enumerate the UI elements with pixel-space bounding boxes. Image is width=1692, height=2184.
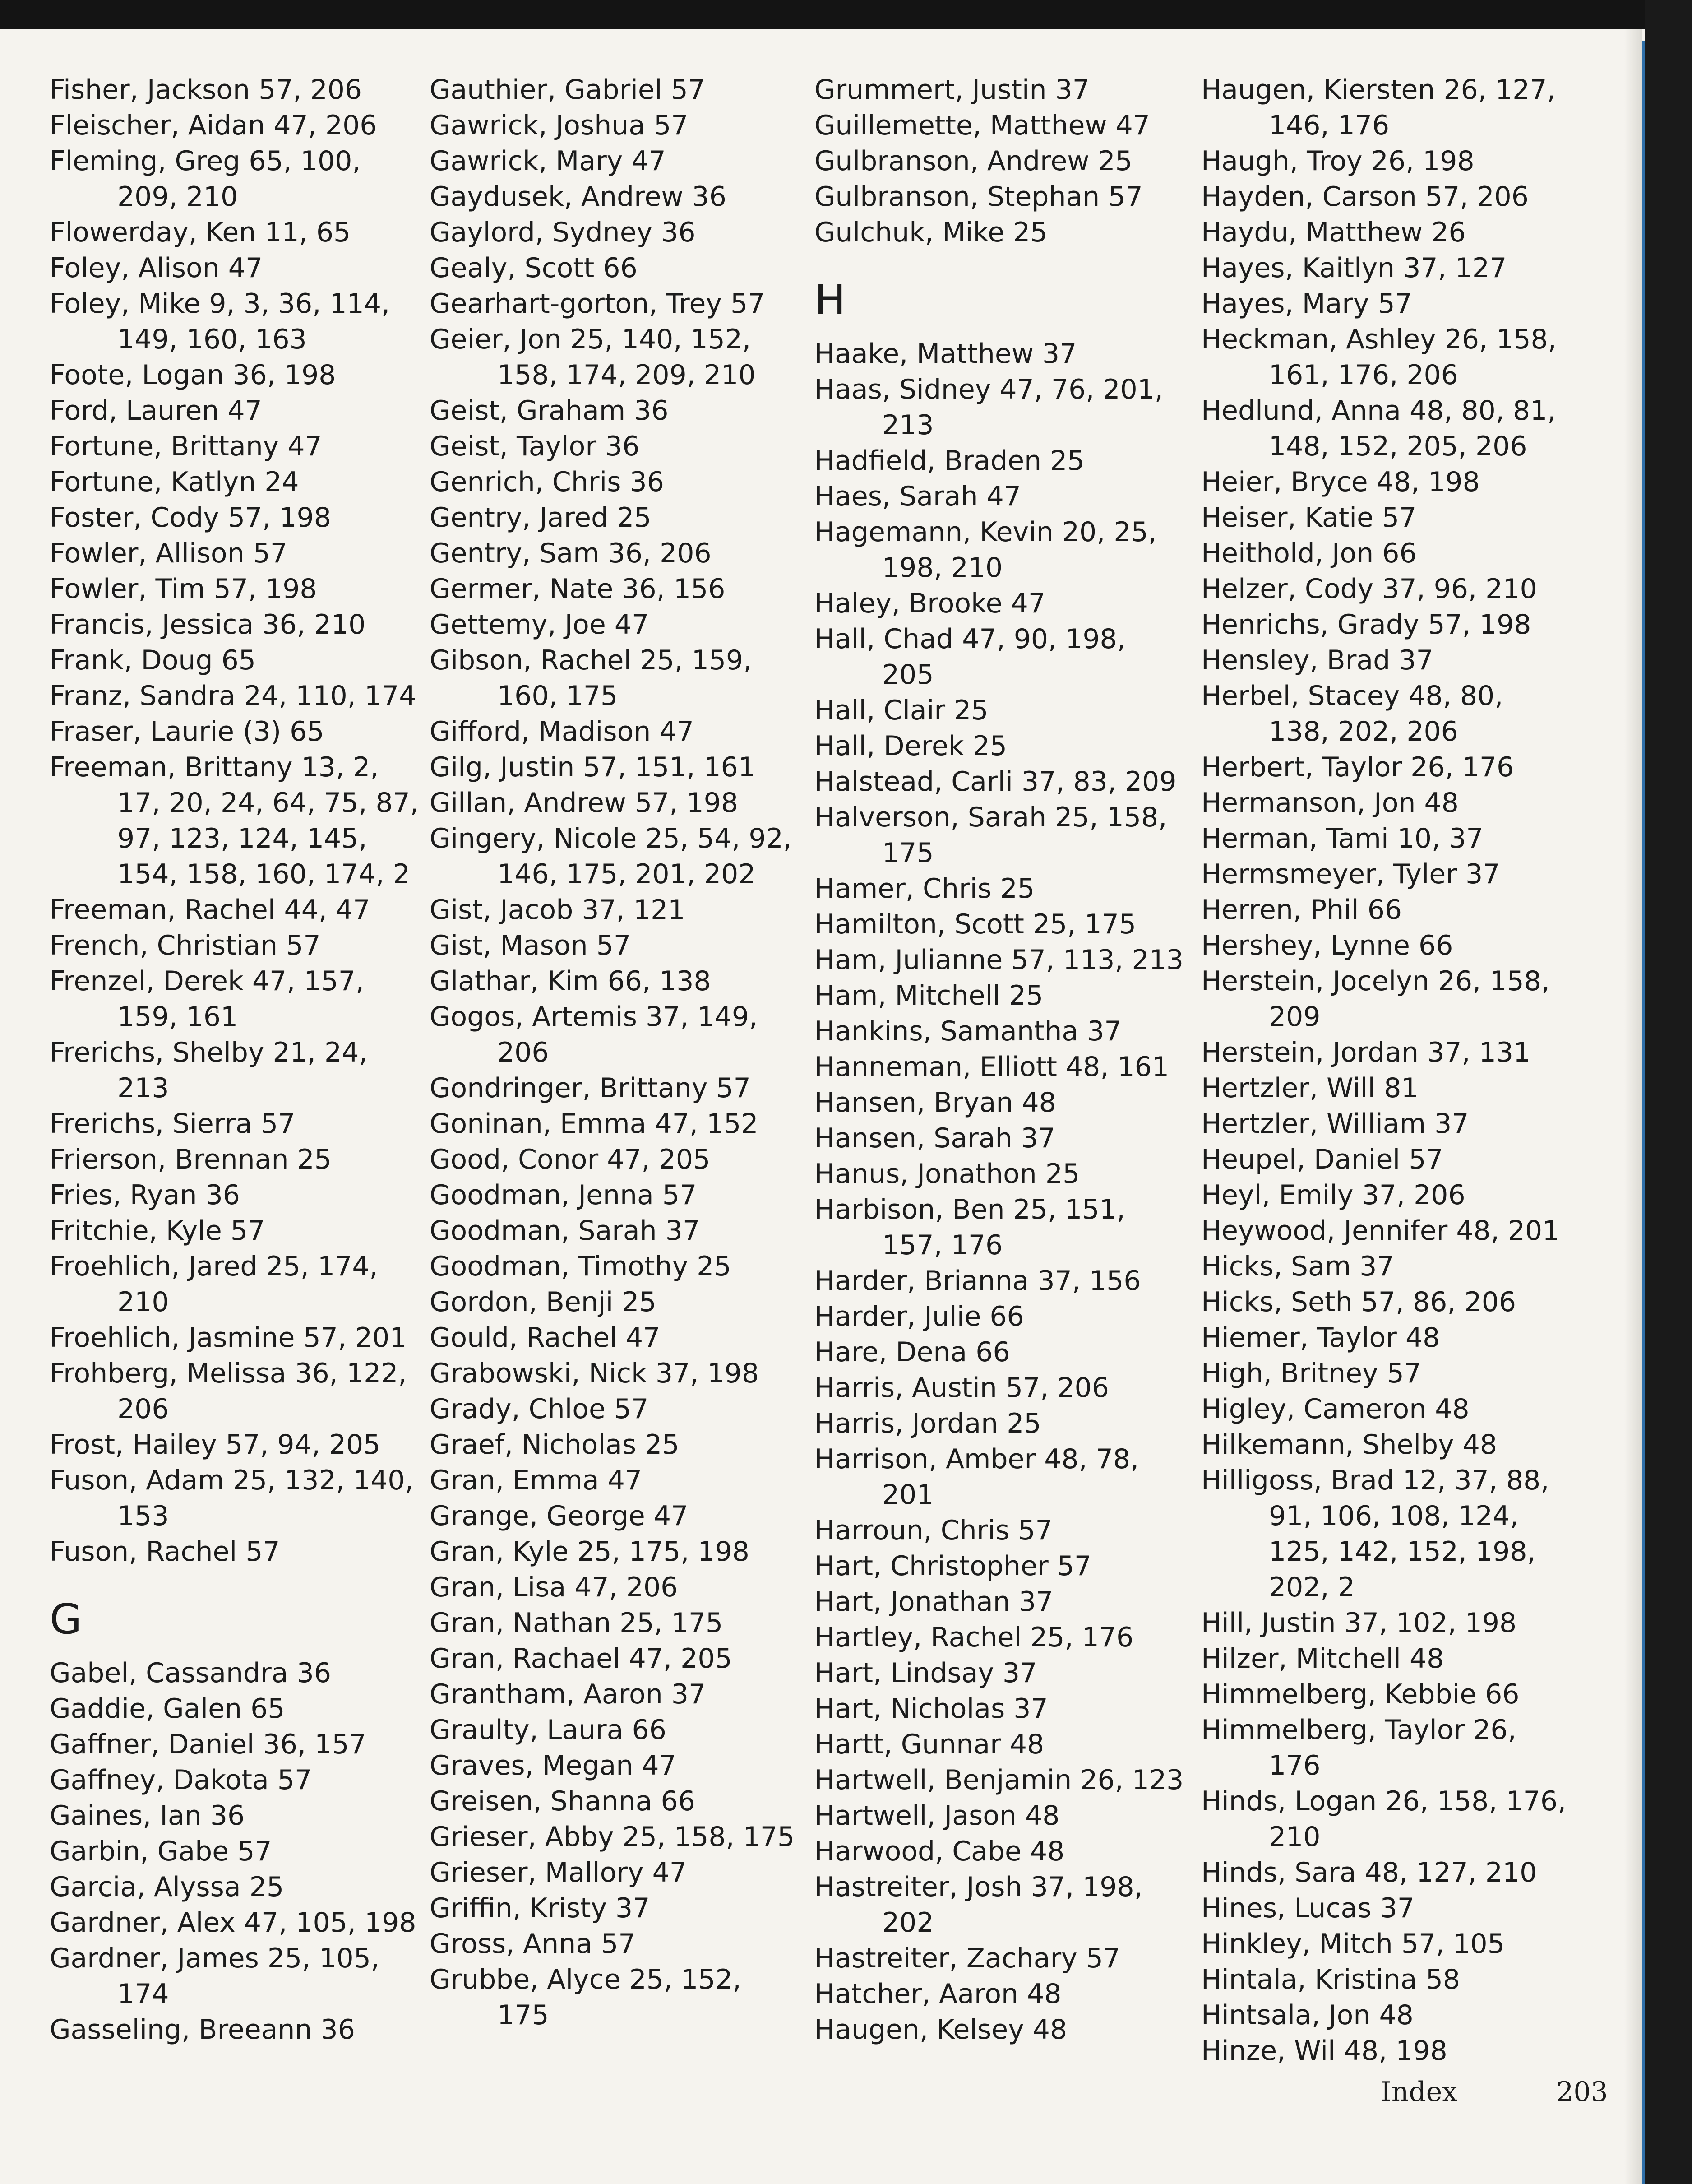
index-entry: Ham, Mitchell 25 — [814, 980, 1044, 1011]
index-entry: Haugen, Kiersten 26, 127, 146, 176 — [1201, 74, 1556, 141]
index-entry: Hart, Jonathan 37 — [814, 1586, 1054, 1618]
index-entry: Hicks, Seth 57, 86, 206 — [1201, 1286, 1516, 1318]
index-entry: Heiser, Katie 57 — [1201, 502, 1417, 533]
index-entry: Gran, Rachael 47, 205 — [430, 1643, 732, 1674]
index-entry: Harwood, Cabe 48 — [814, 1836, 1065, 1867]
index-entry: Harder, Julie 66 — [814, 1301, 1024, 1332]
index-entry: Hedlund, Anna 48, 80, 81, 148, 152, 205, 206 — [1201, 395, 1556, 462]
index-entry: Gogos, Artemis 37, 149, 206 — [430, 1001, 758, 1068]
index-entry: Garbin, Gabe 57 — [50, 1836, 272, 1867]
index-entry: Gentry, Jared 25 — [430, 502, 652, 533]
index-entry: Hertzler, William 37 — [1201, 1108, 1469, 1140]
index-entry: Hayes, Kaitlyn 37, 127 — [1201, 252, 1507, 284]
index-entry: Hall, Chad 47, 90, 198, 205 — [814, 623, 1126, 691]
index-entry: Haydu, Matthew 26 — [1201, 217, 1466, 248]
index-entry: Harrison, Amber 48, 78, 201 — [814, 1443, 1139, 1511]
index-entry: Frierson, Brennan 25 — [50, 1144, 332, 1175]
index-entry: Haes, Sarah 47 — [814, 481, 1021, 512]
index-entry: Gauthier, Gabriel 57 — [430, 74, 705, 106]
index-entry: Greisen, Shanna 66 — [430, 1785, 695, 1817]
index-entry: Heithold, Jon 66 — [1201, 538, 1417, 569]
index-entry: Hankins, Samantha 37 — [814, 1015, 1122, 1047]
index-entry: Fuson, Adam 25, 132, 140, 153 — [50, 1465, 414, 1532]
index-entry: Foley, Alison 47 — [50, 252, 263, 284]
index-entry: Hintsala, Jon 48 — [1201, 1999, 1414, 2031]
index-entry: Heyl, Emily 37, 206 — [1201, 1179, 1465, 1211]
index-entry: Haake, Matthew 37 — [814, 338, 1077, 370]
index-entry: Goodman, Jenna 57 — [430, 1179, 697, 1211]
index-entry: Gawrick, Mary 47 — [430, 145, 666, 177]
index-entry: Hadfield, Braden 25 — [814, 445, 1085, 477]
index-entry: Foster, Cody 57, 198 — [50, 502, 331, 533]
index-entry: Gettemy, Joe 47 — [430, 609, 649, 640]
index-entry: Gingery, Nicole 25, 54, 92, 146, 175, 201, 202 — [430, 823, 792, 890]
index-entry: Gran, Lisa 47, 206 — [430, 1572, 678, 1603]
index-entry: Hagemann, Kevin 20, 25, 198, 210 — [814, 516, 1157, 584]
index-entry: Hastreiter, Josh 37, 198, 202 — [814, 1871, 1143, 1938]
index-entry: Hines, Lucas 37 — [1201, 1892, 1415, 1924]
index-entry: Grummert, Justin 37 — [814, 74, 1090, 106]
index-entry: Gaines, Ian 36 — [50, 1800, 245, 1832]
index-entry: Fowler, Tim 57, 198 — [50, 573, 317, 605]
index-entry: Grantham, Aaron 37 — [430, 1679, 706, 1710]
index-entry: Hintala, Kristina 58 — [1201, 1964, 1461, 1995]
index-entry: Hartwell, Jason 48 — [814, 1800, 1060, 1832]
index-entry: Hanneman, Elliott 48, 161 — [814, 1051, 1170, 1083]
index-entry: Gealy, Scott 66 — [430, 252, 638, 284]
index-entry: Fortune, Brittany 47 — [50, 431, 322, 462]
index-entry: Hermsmeyer, Tyler 37 — [1201, 858, 1500, 890]
index-entry: Hatcher, Aaron 48 — [814, 1978, 1062, 2010]
index-entry: Hilzer, Mitchell 48 — [1201, 1643, 1444, 1674]
index-entry: Griffin, Kristy 37 — [430, 1892, 650, 1924]
index-entry: Heupel, Daniel 57 — [1201, 1144, 1443, 1175]
index-entry: Herren, Phil 66 — [1201, 894, 1402, 926]
index-entry: Hilligoss, Brad 12, 37, 88, 91, 106, 108, 124, 125, 142, 152, 198, 202, 2 — [1201, 1465, 1549, 1603]
index-entry: Gabel, Cassandra 36 — [50, 1657, 331, 1689]
index-entry: Frenzel, Derek 47, 157, 159, 161 — [50, 965, 364, 1033]
index-entry: Herbel, Stacey 48, 80, 138, 202, 206 — [1201, 680, 1503, 747]
index-entry: Hare, Dena 66 — [814, 1336, 1010, 1368]
index-entry: Hansen, Sarah 37 — [814, 1122, 1055, 1154]
index-entry: Harris, Jordan 25 — [814, 1408, 1041, 1439]
index-entry: Hamer, Chris 25 — [814, 873, 1035, 904]
index-entry: Glathar, Kim 66, 138 — [430, 965, 711, 997]
index-entry: Geist, Graham 36 — [430, 395, 669, 427]
index-entry: Gilg, Justin 57, 151, 161 — [430, 751, 756, 783]
index-entry: Graulty, Laura 66 — [430, 1714, 666, 1746]
index-entry: Hershey, Lynne 66 — [1201, 930, 1453, 961]
index-entry: Hertzler, Will 81 — [1201, 1072, 1419, 1104]
index-entry: Grabowski, Nick 37, 198 — [430, 1358, 759, 1389]
index-entry: Fleischer, Aidan 47, 206 — [50, 110, 377, 141]
index-entry: Harbison, Ben 25, 151, 157, 176 — [814, 1194, 1125, 1261]
index-entry: Haugen, Kelsey 48 — [814, 2014, 1068, 2045]
index-entry: Hartley, Rachel 25, 176 — [814, 1622, 1134, 1653]
index-entry: Herstein, Jordan 37, 131 — [1201, 1037, 1531, 1068]
index-entry: Gardner, James 25, 105, 174 — [50, 1943, 379, 2010]
index-entry: Hilkemann, Shelby 48 — [1201, 1429, 1498, 1461]
index-entry: Heier, Bryce 48, 198 — [1201, 466, 1480, 498]
index-entry: Hall, Clair 25 — [814, 695, 989, 726]
index-entry: Guillemette, Matthew 47 — [814, 110, 1150, 141]
index-entry: Hart, Lindsay 37 — [814, 1657, 1037, 1689]
index-entry: Gibson, Rachel 25, 159, 160, 175 — [430, 645, 752, 712]
index-entry: Gordon, Benji 25 — [430, 1286, 656, 1318]
index-entry: Hartwell, Benjamin 26, 123 — [814, 1764, 1184, 1796]
index-entry: Hermanson, Jon 48 — [1201, 787, 1459, 819]
footer-section-label: Index — [1381, 2076, 1458, 2108]
index-entry: Hinze, Wil 48, 198 — [1201, 2035, 1447, 2067]
index-entry: Hart, Nicholas 37 — [814, 1693, 1048, 1725]
index-entry: Geier, Jon 25, 140, 152, 158, 174, 209, 210 — [430, 324, 756, 391]
index-entry: Frerichs, Shelby 21, 24, 213 — [50, 1037, 368, 1104]
index-entry: Hayden, Carson 57, 206 — [1201, 181, 1529, 213]
index-entry: Fries, Ryan 36 — [50, 1179, 240, 1211]
index-entry: Gran, Nathan 25, 175 — [430, 1607, 723, 1639]
index-entry: Himmelberg, Taylor 26, 176 — [1201, 1714, 1516, 1781]
index-entry: Froehlich, Jared 25, 174, 210 — [50, 1251, 378, 1318]
index-entry: Gaffney, Dakota 57 — [50, 1764, 312, 1796]
page-number: 203 — [1556, 2076, 1608, 2108]
index-entry: Flowerday, Ken 11, 65 — [50, 217, 351, 248]
index-entry: Harris, Austin 57, 206 — [814, 1372, 1109, 1404]
index-entry: Hayes, Mary 57 — [1201, 288, 1412, 320]
index-entry: Higley, Cameron 48 — [1201, 1393, 1470, 1425]
index-entry: Hinds, Sara 48, 127, 210 — [1201, 1857, 1537, 1888]
index-entry: Herstein, Jocelyn 26, 158, 209 — [1201, 965, 1550, 1033]
index-entry: Hinds, Logan 26, 158, 176, 210 — [1201, 1785, 1567, 1853]
index-entry: Gaffner, Daniel 36, 157 — [50, 1729, 366, 1760]
index-entry: Fowler, Allison 57 — [50, 538, 288, 569]
index-entry: Gist, Mason 57 — [430, 930, 631, 961]
index-entry: Hensley, Brad 37 — [1201, 645, 1433, 676]
index-entry: Gran, Kyle 25, 175, 198 — [430, 1536, 749, 1567]
index-entry: Fisher, Jackson 57, 206 — [50, 74, 362, 106]
index-column-4 — [1201, 72, 1571, 2069]
index-entry: Hart, Christopher 57 — [814, 1550, 1092, 1582]
index-entry: Frost, Hailey 57, 94, 205 — [50, 1429, 381, 1461]
index-entry: Germer, Nate 36, 156 — [430, 573, 726, 605]
index-entry: Halverson, Sarah 25, 158, 175 — [814, 802, 1167, 869]
index-entry: Goninan, Emma 47, 152 — [430, 1108, 758, 1140]
index-column-1 — [50, 72, 420, 2048]
scan-right-edge — [1645, 0, 1692, 2184]
index-entry: Gaddie, Galen 65 — [50, 1693, 285, 1725]
index-entry: Frank, Doug 65 — [50, 645, 256, 676]
index-entry: Gran, Emma 47 — [430, 1465, 643, 1496]
index-entry: Herbert, Taylor 26, 176 — [1201, 751, 1514, 783]
index-entry: Graves, Megan 47 — [430, 1750, 676, 1781]
index-entry: Gasseling, Breeann 36 — [50, 2014, 355, 2045]
index-entry: Foley, Mike 9, 3, 36, 114, 149, 160, 163 — [50, 288, 390, 355]
index-entry: Gulbranson, Andrew 25 — [814, 145, 1133, 177]
index-entry: Good, Conor 47, 205 — [430, 1144, 711, 1175]
page-footer — [1381, 2076, 1608, 2108]
index-entry: Gist, Jacob 37, 121 — [430, 894, 685, 926]
index-entry: Gawrick, Joshua 57 — [430, 110, 689, 141]
index-entry: Hanus, Jonathon 25 — [814, 1158, 1080, 1190]
index-entry: Hall, Derek 25 — [814, 730, 1007, 762]
index-entry: Gaydusek, Andrew 36 — [430, 181, 726, 213]
index-entry: Heywood, Jennifer 48, 201 — [1201, 1215, 1560, 1247]
index-entry: Hastreiter, Zachary 57 — [814, 1943, 1121, 1974]
index-entry: French, Christian 57 — [50, 930, 321, 961]
index-column-3 — [814, 72, 1184, 2048]
index-entry: Ham, Julianne 57, 113, 213 — [814, 944, 1184, 976]
index-entry: Frerichs, Sierra 57 — [50, 1108, 296, 1140]
index-entry: Halstead, Carli 37, 83, 209 — [814, 766, 1177, 798]
index-entry: Hinkley, Mitch 57, 105 — [1201, 1928, 1505, 1960]
index-entry: Gifford, Madison 47 — [430, 716, 694, 747]
index-entry: Genrich, Chris 36 — [430, 466, 664, 498]
index-entry: Gulbranson, Stephan 57 — [814, 181, 1143, 213]
index-entry: Grubbe, Alyce 25, 152, 175 — [430, 1964, 741, 2031]
index-entry: Fortune, Katlyn 24 — [50, 466, 299, 498]
index-entry: Fleming, Greg 65, 100, 209, 210 — [50, 145, 361, 213]
index-column-2 — [430, 72, 800, 2033]
index-entry: Goodman, Timothy 25 — [430, 1251, 731, 1282]
index-entry: Gillan, Andrew 57, 198 — [430, 787, 739, 819]
index-entry: Harder, Brianna 37, 156 — [814, 1265, 1141, 1297]
index-entry: Hicks, Sam 37 — [1201, 1251, 1394, 1282]
index-entry: Frohberg, Melissa 36, 122, 206 — [50, 1358, 407, 1425]
index-entry: Haas, Sidney 47, 76, 201, 213 — [814, 374, 1163, 441]
index-entry: Francis, Jessica 36, 210 — [50, 609, 366, 640]
index-entry: Gardner, Alex 47, 105, 198 — [50, 1907, 416, 1938]
index-entry: Ford, Lauren 47 — [50, 395, 262, 427]
index-entry: Gross, Anna 57 — [430, 1928, 636, 1960]
index-entry: Heckman, Ashley 26, 158, 161, 176, 206 — [1201, 324, 1557, 391]
index-entry: Froehlich, Jasmine 57, 201 — [50, 1322, 407, 1354]
index-entry: Harroun, Chris 57 — [814, 1515, 1053, 1546]
index-entry: Grady, Chloe 57 — [430, 1393, 649, 1425]
index-entry: Hartt, Gunnar 48 — [814, 1729, 1045, 1760]
index-entry: Helzer, Cody 37, 96, 210 — [1201, 573, 1537, 605]
index-entry: Fraser, Laurie (3) 65 — [50, 716, 324, 747]
index-entry: Haugh, Troy 26, 198 — [1201, 145, 1475, 177]
index-entry: Foote, Logan 36, 198 — [50, 359, 336, 391]
index-entry: Geist, Taylor 36 — [430, 431, 640, 462]
index-entry: Freeman, Rachel 44, 47 — [50, 894, 370, 926]
index-entry: Herman, Tami 10, 37 — [1201, 823, 1484, 854]
index-entry: Fritchie, Kyle 57 — [50, 1215, 265, 1247]
letter-heading: G — [50, 1595, 82, 1643]
index-entry: Gondringer, Brittany 57 — [430, 1072, 751, 1104]
index-entry: High, Britney 57 — [1201, 1358, 1421, 1389]
index-entry: Grange, George 47 — [430, 1500, 689, 1532]
index-entry: Hansen, Bryan 48 — [814, 1087, 1056, 1118]
index-entry: Hamilton, Scott 25, 175 — [814, 909, 1136, 940]
index-entry: Goodman, Sarah 37 — [430, 1215, 700, 1247]
index-entry: Gould, Rachel 47 — [430, 1322, 661, 1354]
index-entry: Freeman, Brittany 13, 2, 17, 20, 24, 64, 75, 87, 97, 123, 124, 145, 154, 158, 160, 174, 2 — [50, 751, 419, 890]
index-entry: Hill, Justin 37, 102, 198 — [1201, 1607, 1517, 1639]
index-entry: Grieser, Mallory 47 — [430, 1857, 687, 1888]
index-entry: Grieser, Abby 25, 158, 175 — [430, 1821, 795, 1853]
index-entry: Graef, Nicholas 25 — [430, 1429, 680, 1461]
index-entry: Henrichs, Grady 57, 198 — [1201, 609, 1531, 640]
letter-heading: H — [814, 276, 846, 324]
index-entry: Gulchuk, Mike 25 — [814, 217, 1048, 248]
index-entry: Himmelberg, Kebbie 66 — [1201, 1679, 1520, 1710]
index-entry: Gearhart-gorton, Trey 57 — [430, 288, 765, 320]
page-gutter-shadow — [1624, 29, 1642, 2184]
index-entry: Franz, Sandra 24, 110, 174 — [50, 680, 416, 712]
index-entry: Haley, Brooke 47 — [814, 588, 1045, 619]
index-entry: Gaylord, Sydney 36 — [430, 217, 696, 248]
index-entry: Garcia, Alyssa 25 — [50, 1871, 284, 1903]
index-entry: Fuson, Rachel 57 — [50, 1536, 280, 1567]
scan-top-edge — [0, 0, 1692, 29]
index-entry: Hiemer, Taylor 48 — [1201, 1322, 1440, 1354]
index-entry: Gentry, Sam 36, 206 — [430, 538, 712, 569]
